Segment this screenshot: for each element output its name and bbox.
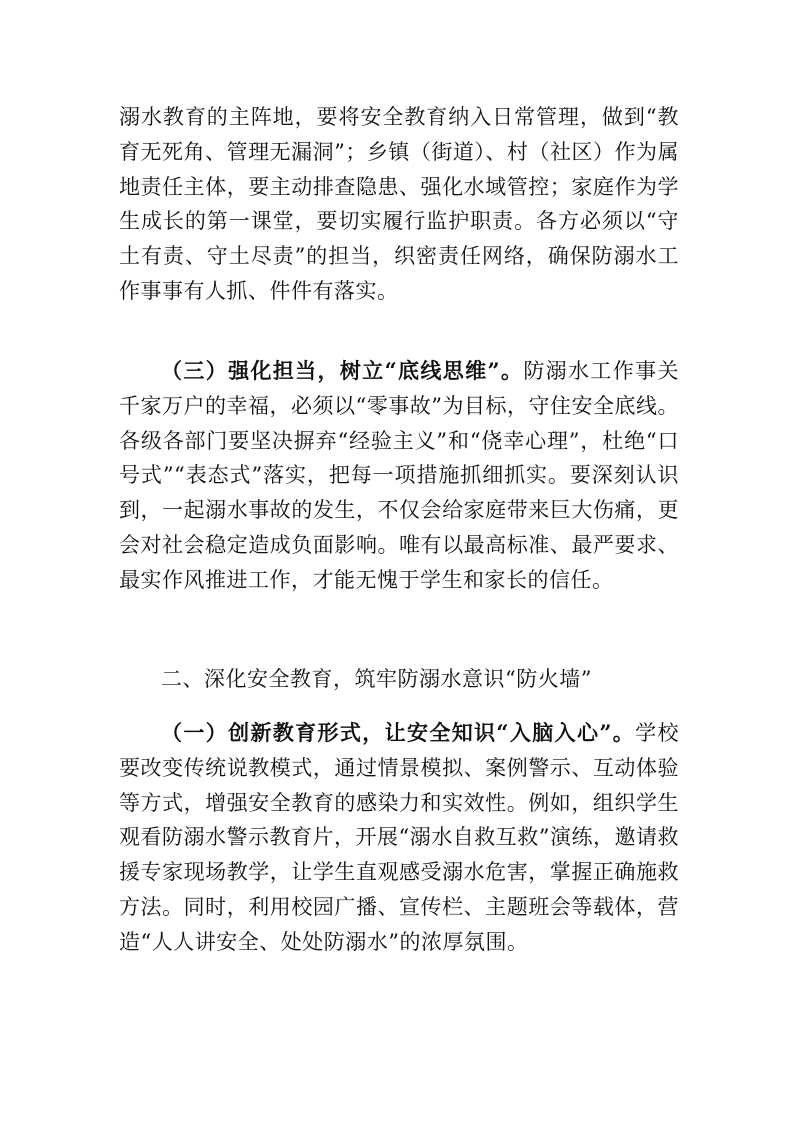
- paragraph-lead-bold: （一）创新教育形式，让安全知识“入脑入心”。: [161, 720, 636, 745]
- section-heading: 二、深化安全教育，筑牢防溺水意识“防火墙”: [161, 667, 592, 691]
- paragraph-body: 防溺水工作事关千家万户的幸福，必须以“零事故”为目标，守住安全底线。各级各部门要坚决摒弃“经验主义”和“侥幸心理”，杜绝“口号式”“表态式”落实，把每一项措施抓细抓实。要深刻认识到，一起溺水事故的发生，不仅会给家庭带来巨大伤痛，更会对社会稳定造成负面影响。唯有以最高标准、最严要求、最实作风推进工作，才能无愧于学生和家长的信任。: [119, 359, 679, 592]
- paragraph-responsibility-continued: 溺水教育的主阵地，要将安全教育纳入日常管理，做到“教育无死角、管理无漏洞”；乡镇（街道）、村（社区）作为属地责任主体，要主动排查隐患、强化水域管控；家庭作为学生成长的第一课堂，要切实履行监护职责。各方必须以“守土有责、守土尽责”的担当，织密责任网络，确保防溺水工作事事有人抓、件件有落实。: [119, 105, 679, 303]
- paragraph-bottom-line-thinking: [119, 354, 679, 598]
- paragraph-body: 学校要改变传统说教模式，通过情景模拟、案例警示、互动体验等方式，增强安全教育的感染力和实效性。例如，组织学生观看防溺水警示教育片，开展“溺水自救互救”演练，邀请救援专家现场教学，让学生直观感受溺水危害，掌握正确施救方法。同时，利用校园广播、宣传栏、主题班会等载体，营造“人人讲安全、处处防溺水”的浓厚氛围。: [119, 721, 679, 954]
- paragraph-innovative-education: [119, 716, 679, 960]
- paragraph-lead-bold: （三）强化担当，树立“底线思维”。: [161, 358, 524, 383]
